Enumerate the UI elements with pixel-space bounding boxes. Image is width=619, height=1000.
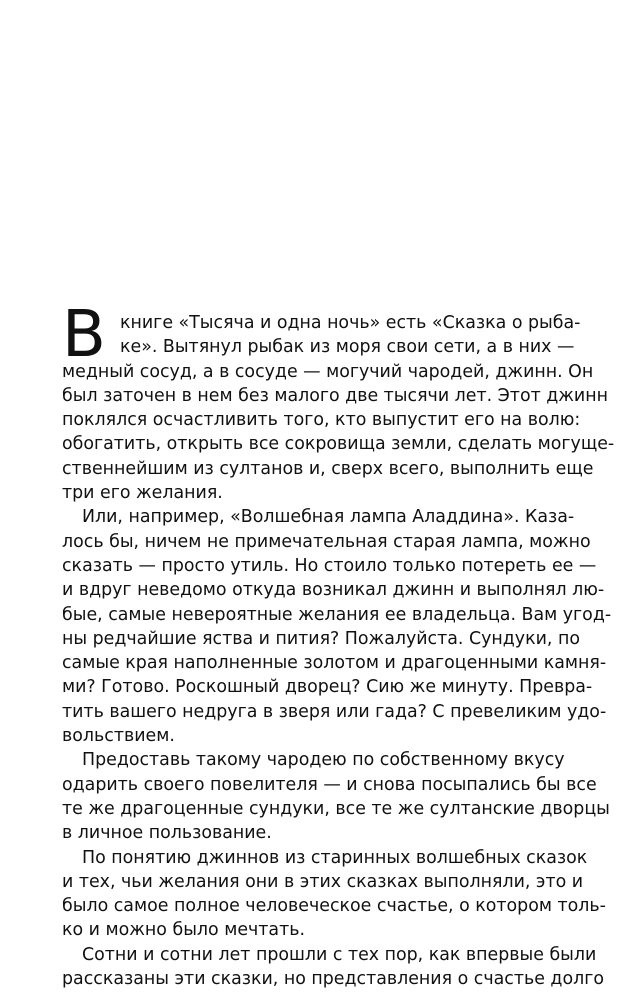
paragraph-4 (62, 846, 606, 943)
text-line: ны редчайшие яства и пития? Пожалуйста. Сундуки, по (62, 628, 580, 649)
text-line: был заточен в нем без малого две тысячи лет. Этот джинн (62, 385, 608, 406)
paragraph-2 (62, 505, 612, 748)
text-line: лось бы, ничем не примечательная старая лампа, можно (62, 531, 591, 552)
paragraph-1 (62, 298, 615, 505)
text-line: самые края наполненные золотом и драгоценными камня- (62, 653, 607, 674)
paragraph-5 (62, 943, 604, 992)
text-line: и тех, чьи желания они в этих сказках выполняли, это и (62, 871, 584, 892)
text-line: Или, например, «Волшебная лампа Аладдина». Каза- (82, 507, 575, 528)
text-line: и вдруг неведомо откуда возникал джинн и выполнял лю- (62, 580, 605, 601)
text-line: бые, самые невероятные желания ее владельца. Вам угод- (62, 604, 612, 625)
text-line: тить вашего недруга в зверя или гада? С превеликим удо- (62, 701, 607, 722)
text-line: те же драгоценные сундуки, все те же султанские дворцы (62, 798, 610, 819)
text-line: было самое полное человеческое счастье, о котором толь- (62, 896, 606, 917)
text-line: ми? Готово. Роскошный дворец? Сию же минуту. Превра- (62, 677, 593, 698)
text-line: сказать — просто утиль. Но стоило только потереть ее — (62, 555, 597, 576)
paragraph-3 (62, 748, 610, 845)
text-line: рассказаны эти сказки, но представления о счастье долго (62, 969, 604, 990)
text-line: Сотни и сотни лет прошли с тех пор, как впервые были (82, 944, 597, 965)
text-line: вольствием. (62, 726, 175, 747)
text-line: одарить своего повелителя — и снова посыпались бы все (62, 774, 597, 795)
text-line: поклялся осчастливить того, кто выпустит его на волю: (62, 410, 581, 431)
drop-cap: В (62, 298, 106, 372)
body-text (62, 298, 615, 991)
text-line: По понятию джиннов из старинных волшебных сказок (82, 847, 588, 868)
text-line: ственнейшим из султанов и, сверх всего, выполнить еще (62, 458, 594, 479)
text-line: ке». Вытянул рыбак из моря свои сети, а в них — (120, 337, 575, 358)
text-line: медный сосуд, а в сосуде — могучий чародей, джинн. Он (62, 361, 594, 382)
text-line: обогатить, открыть все сокровища земли, сделать могуще- (62, 434, 615, 455)
text-line: книге «Тысяча и одна ночь» есть «Сказка о рыба- (120, 313, 581, 333)
text-line: в личное пользование. (62, 823, 272, 844)
text-line: три его желания. (62, 483, 223, 504)
text-line: Предоставь такому чародею по собственному вкусу (82, 750, 565, 771)
text-line: ко и можно было мечтать. (62, 920, 305, 941)
